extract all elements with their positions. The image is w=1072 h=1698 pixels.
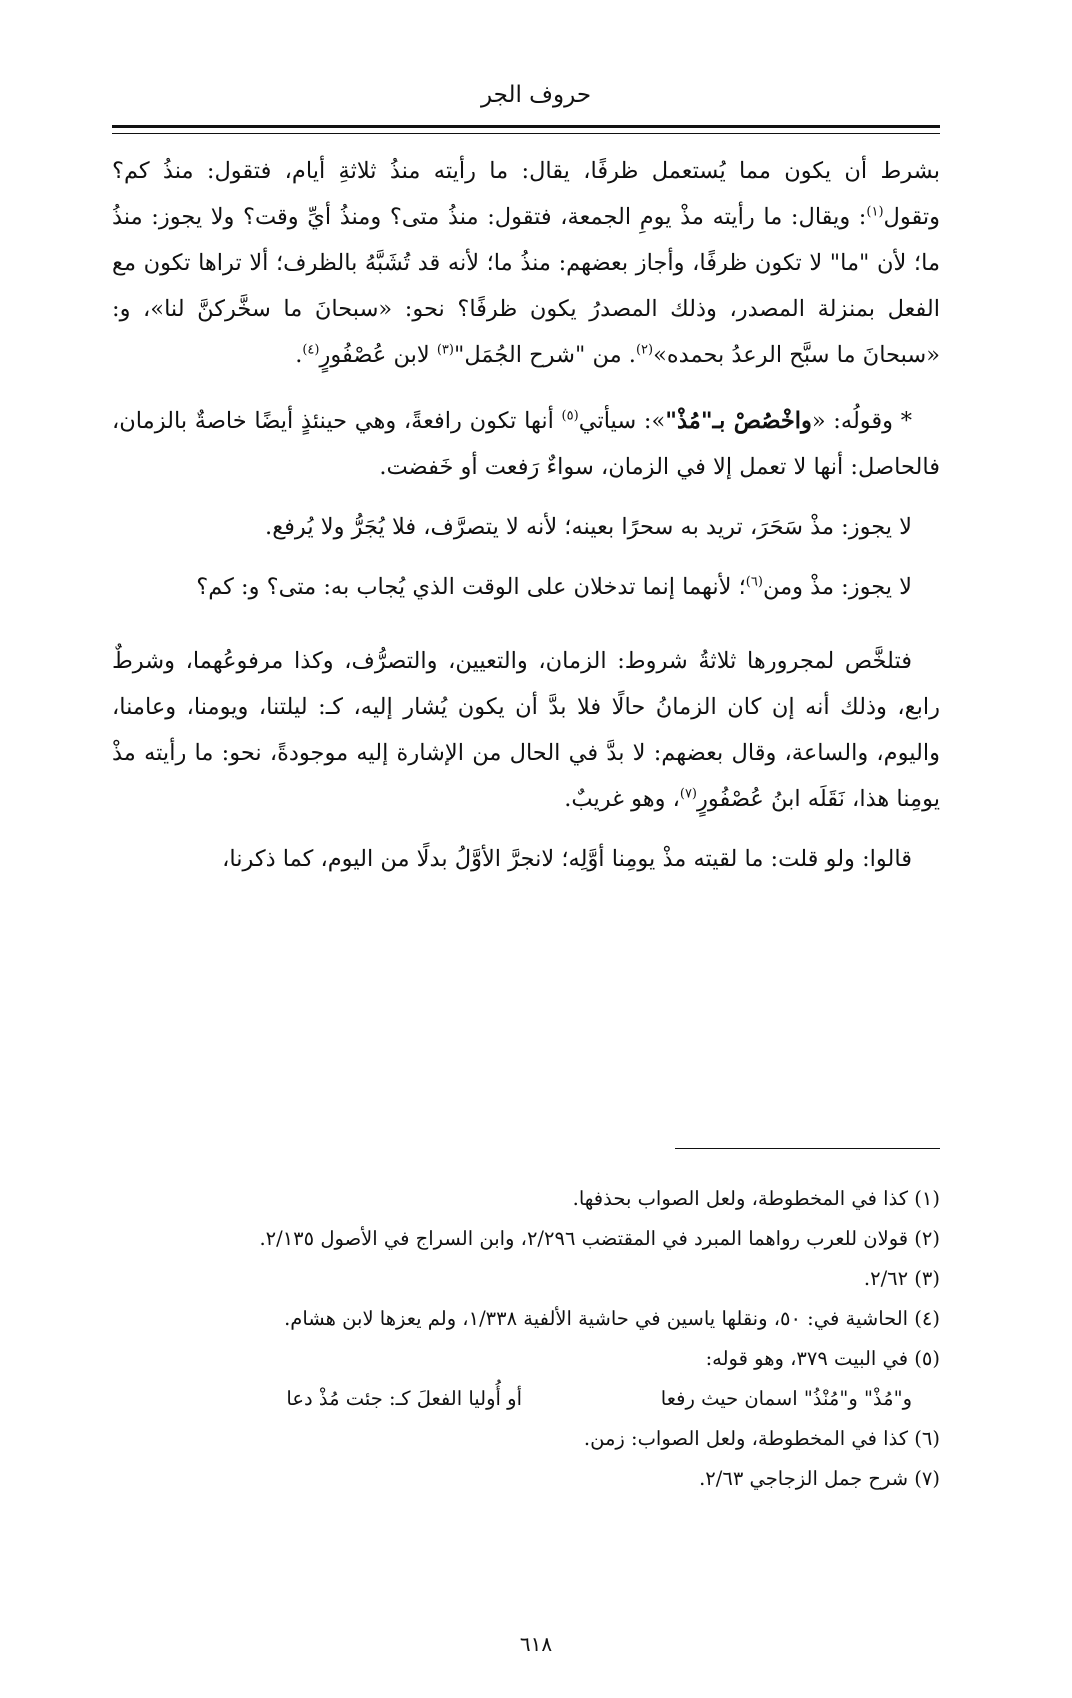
verse-second-hemistich: أو أُوليا الفعلَ كـ: جئت مُذْ دعا [286,1387,522,1410]
verse-line [140,1380,940,1417]
text-run: . [295,342,303,368]
text-run: : ويقال: ما رأيته مذْ يومِ الجمعة، فتقول: منذُ متى؟ ومنذُ أيِّ وقت؟ ولا يجوز: منذُ ما؛ لأن "ما" لا تكون ظرفًا، وأجاز بعضهم: منذُ ما؛ لأنه قد تُشَبَّهُ بالظرف؛ ألا تراها تكون مع الفعل بمنزلة المصدر، وذلك المصدرُ يكون ظرفًا؟ نحو: «سبحانَ ما سخَّركنَّ لنا»، و: «سبحانَ ما سبَّح الرعدُ بحمده» [112,204,940,368]
text-run: فتلخَّص لمجرورها ثلاثةُ شروط: الزمان، والتعيين، والتصرُّف، وكذا مرفوعُهما، وشرطٌ رابع، وذلك أنه إن كان الزمانُ حالًا فلا بدَّ أن يكون يُشار إليه، كـ: ليلتنا، ويومنا، وعامنا، واليوم، والساعة، وقال بعضهم: لا بدَّ في الحال من الإشارة إليه موجودةً، نحو: ما رأيته مذْ يومِنا هذا، نَقَلَه ابنُ عُصْفُورٍ [112,648,940,812]
footnote-ref-2: (٢) [635,342,654,358]
footnote-5: (٥) في البيت ٣٧٩، وهو قوله: [705,1347,940,1370]
footnote-1: (١) كذا في المخطوطة، ولعل الصواب بحذفها. [572,1187,940,1210]
paragraph-5 [112,638,940,822]
paragraph-6: قالوا: ولو قلت: ما لقيته مذْ يومِنا أوَّلِه؛ لانجرَّ الأوَّلُ بدلًا من اليوم، كما ذكرنا، [222,846,912,872]
verse-first-hemistich: و"مُذْ" و"مُنْذُ" اسمان حيث رفعا [660,1387,912,1410]
paragraph-2 [112,398,940,490]
header-rule-thick [112,125,940,128]
footnote-ref-5: (٥) [561,408,579,424]
text-run: ، وهو غريبٌ. [564,786,680,812]
footnote-ref-6: (٦) [745,574,763,590]
text-run: »: سيأتي [578,408,666,434]
text-run: لا يجوز: مذْ ومن [762,574,912,600]
text-run: * وقولُه: « [811,408,912,434]
footnote-6: (٦) كذا في المخطوطة، ولعل الصواب: زمن. [583,1427,940,1450]
footnote-ref-7: (٧) [679,786,697,802]
footnote-ref-1: (١) [866,204,884,220]
paragraph-3: لا يجوز: مذْ سَحَرَ، تريد به سحرًا بعينه؛ لأنه لا يتصرَّف، فلا يُجَرُّ ولا يُرفع. [265,514,912,540]
footnote-separator [675,1148,940,1149]
quoted-verse-term: واخْصُصْ بـ"مُذْ" [665,408,812,434]
footnote-2: (٢) قولان للعرب رواهما المبرد في المقتضب ٢/٢٩٦، وابن السراج في الأصول ٢/١٣٥. [259,1227,940,1250]
text-run: ؛ لأنهما إنما تدخلان على الوقت الذي يُجاب به: متى؟ و: كم؟ [196,574,746,600]
footnote-3: (٣) ٢/٦٢. [863,1267,940,1290]
paragraph-1 [112,148,940,378]
header-rule-thin [112,133,940,134]
text-run: أنها تكون رافعةً، وهي حينئذٍ أيضًا خاصةٌ بالزمان، فالحاصل: أنها لا تعمل إلا في الزمان، سواءٌ رَفعت أو خَفضت. [112,408,940,480]
footnote-ref-3: (٣) [436,342,454,358]
text-run: لابن عُصْفُورٍ [319,342,437,368]
text-run: بشرط أن يكون مما يُستعمل ظرفًا، يقال: ما رأيته منذُ ثلاثةِ أيام، فتقول: منذُ كم؟ وتقول [112,158,940,230]
running-title: حروف الجر [480,82,592,108]
footnotes [140,1180,940,1500]
paragraph-4 [112,564,940,610]
text-run: . من "شرح الجُمَل" [453,342,636,368]
footnote-ref-4: (٤) [302,342,320,358]
page-number: ٦١٨ [519,1632,553,1656]
footnote-7: (٧) شرح جمل الزجاجي ٢/٦٣. [699,1467,940,1490]
footnote-4: (٤) الحاشية في: ٥٠، ونقلها ياسين في حاشية الألفية ١/٣٣٨، ولم يعزها لابن هشام. [284,1307,940,1330]
main-text [112,148,940,882]
